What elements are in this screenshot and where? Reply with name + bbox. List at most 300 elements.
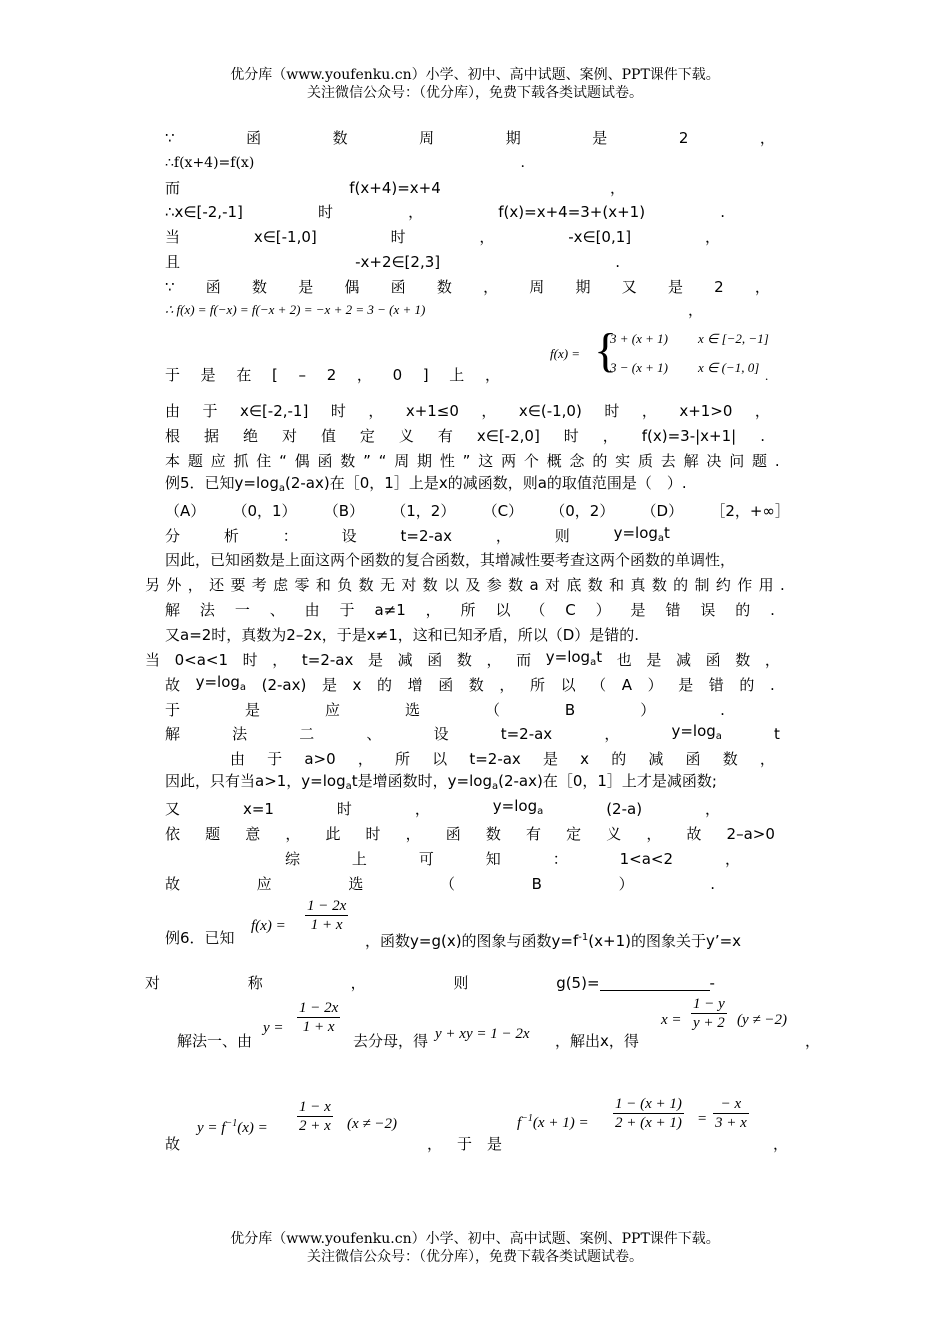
token: ）	[595, 601, 611, 619]
token: 2	[678, 129, 689, 147]
token: .	[769, 676, 775, 694]
line-26	[165, 798, 720, 820]
token: 偶	[344, 278, 360, 296]
line-24	[230, 748, 775, 770]
token: 于	[165, 366, 181, 384]
token: ，	[356, 366, 372, 384]
token: （C）	[482, 502, 524, 520]
token: 于	[202, 402, 218, 420]
token: 约	[715, 576, 731, 594]
token: t	[774, 725, 780, 743]
token: ，	[499, 676, 515, 694]
token: （	[591, 676, 607, 694]
header-line-1: 优分库（www.youfenku.cn）小学、初中、高中试题、案例、PPT课件下载。	[230, 67, 720, 83]
token: 另	[145, 576, 161, 594]
token: 所	[460, 601, 476, 619]
token: 且	[165, 253, 181, 271]
token: 选	[404, 701, 420, 719]
token: ，	[759, 750, 775, 768]
token: f(x)=x+4=3+(x+1)	[498, 203, 646, 221]
token: .	[520, 155, 525, 171]
token: ，	[272, 651, 288, 669]
line-2	[165, 152, 525, 174]
token: 解	[683, 452, 699, 470]
token: ）	[647, 676, 663, 694]
token: ∵	[165, 278, 175, 296]
token: 法	[232, 725, 248, 743]
token: 解	[165, 601, 181, 619]
token: 数	[485, 825, 501, 843]
token: .	[779, 576, 785, 594]
token: f(x)=3-|x+1|	[641, 427, 737, 445]
token: t=2-ax	[301, 651, 354, 669]
token: 是	[321, 676, 337, 694]
token: 设	[341, 527, 357, 545]
token: 选	[348, 875, 364, 893]
token: 这	[478, 452, 494, 470]
token: 数	[436, 278, 452, 296]
token: 问	[729, 452, 745, 470]
token: 所	[394, 750, 410, 768]
line-27	[165, 823, 775, 845]
token: 个	[523, 452, 539, 470]
token: 函	[705, 651, 721, 669]
token: y=logat	[545, 648, 603, 668]
line-5	[165, 226, 720, 248]
token: a>0	[304, 750, 336, 768]
piece-bottom: 3 − (x + 1)	[610, 360, 668, 375]
token: ，	[484, 366, 500, 384]
token: ，	[483, 278, 499, 296]
token: 真	[630, 576, 646, 594]
token: t=2-ax	[500, 725, 553, 743]
token: ，	[602, 427, 618, 445]
token: 函	[390, 278, 406, 296]
token: ，	[285, 825, 301, 843]
token: ：	[282, 527, 298, 545]
token: 应	[210, 452, 226, 470]
token: ，	[641, 402, 657, 420]
token: 是	[542, 750, 558, 768]
token: 制	[694, 576, 710, 594]
token: 数	[735, 651, 751, 669]
line-8	[165, 299, 695, 321]
token: 虑	[273, 576, 289, 594]
piece-end: .	[765, 368, 769, 383]
token: ，	[481, 402, 497, 420]
token: 于	[267, 750, 283, 768]
line-3	[165, 177, 625, 199]
token: a≠1	[374, 601, 406, 619]
token: 定	[359, 427, 375, 445]
token: 而	[516, 651, 532, 669]
token: B	[564, 701, 576, 719]
token: ，	[609, 179, 625, 197]
token: 据	[203, 427, 219, 445]
token: .	[720, 203, 725, 221]
token: -x∈[0,1]	[568, 228, 632, 246]
token: 期	[505, 129, 521, 147]
token: 上	[351, 850, 367, 868]
token: 外	[166, 576, 182, 594]
token: （A）	[165, 502, 206, 520]
token: y=loga	[195, 673, 247, 693]
line-6	[165, 251, 620, 273]
token: 数	[422, 576, 438, 594]
token: 也	[616, 651, 632, 669]
token: （D）	[641, 502, 684, 520]
token: x+1≤0	[405, 402, 459, 420]
token: 的	[611, 750, 627, 768]
token: 底	[566, 576, 582, 594]
token: 增	[407, 676, 423, 694]
token: 故	[165, 875, 181, 893]
token: 数	[468, 676, 484, 694]
token: 解	[165, 725, 181, 743]
token: 两	[501, 452, 517, 470]
token: 有	[437, 427, 453, 445]
token: 是	[592, 129, 608, 147]
token: 要	[230, 576, 246, 594]
token: C	[565, 601, 576, 619]
token: ，	[754, 278, 770, 296]
token: 绝	[242, 427, 258, 445]
token: 故	[165, 676, 181, 694]
token: 零	[294, 576, 310, 594]
token: 对	[545, 576, 561, 594]
token: 函	[246, 129, 262, 147]
token: –	[298, 366, 307, 384]
token: （	[439, 875, 455, 893]
token: 函	[445, 825, 461, 843]
fraction-f: $\frac{1 - 2x}{1 + x}$	[307, 898, 347, 933]
token: 应	[256, 875, 272, 893]
token: 由	[304, 601, 320, 619]
token: 作	[737, 576, 753, 594]
fraction-finv-shift: $\frac{1 - (x + 1)}{2 + (x + 1)}$	[615, 1096, 682, 1131]
header-line-2: 关注微信公众号：（优分库），免费下载各类试题试卷。	[307, 85, 643, 101]
token: 而	[165, 179, 181, 197]
line-13: 例5．已知y=loga(2-ax)在［0，1］上是x的减函数，则a的取值范围是（ ）.	[165, 474, 687, 494]
token: x∈[-2,-1]	[240, 402, 309, 420]
token: 是	[667, 278, 683, 296]
token: （	[530, 601, 546, 619]
line-12	[165, 450, 780, 472]
line-21	[165, 674, 775, 696]
token: ，	[646, 825, 662, 843]
token: 定	[566, 825, 582, 843]
token: 误	[700, 601, 716, 619]
line-23	[165, 723, 780, 745]
token: x∈[-1,0]	[253, 228, 317, 246]
line-17	[145, 574, 785, 596]
token: 和	[609, 576, 625, 594]
token: 周	[529, 278, 545, 296]
token: 2	[326, 366, 337, 384]
token: 可	[418, 850, 434, 868]
footer-line-2: 关注微信公众号：（优分库），免费下载各类试题试卷。	[307, 1249, 643, 1265]
token: ，	[704, 228, 720, 246]
line-31: 对 称 ， 则 g(5)= -	[145, 974, 715, 992]
token: 法	[199, 601, 215, 619]
token: 性	[439, 452, 455, 470]
token: 时	[318, 203, 334, 221]
token: ，	[604, 725, 620, 743]
token: 参	[486, 576, 502, 594]
token: 以	[432, 750, 448, 768]
token: 、	[269, 601, 285, 619]
token: t=2-ax	[400, 527, 452, 545]
line-30: 例6．已知 f(x) = $\frac{1 - 2x}{1 + x}$ ，函数y=g(x)的图象与函数$y=f^{-1}(x+1)$的图象关于y’=x	[165, 898, 742, 950]
token: 的	[739, 676, 755, 694]
token: 函	[205, 278, 221, 296]
token: 本	[165, 452, 181, 470]
token: 题	[187, 452, 203, 470]
token: y=loga	[671, 722, 722, 742]
token: 则	[554, 527, 570, 545]
token: 周	[394, 452, 410, 470]
token: 数	[651, 576, 667, 594]
piece-bottom-domain: x ∈ (−1, 0]	[698, 360, 760, 375]
token: 时	[242, 651, 258, 669]
page-header	[0, 66, 950, 102]
line-8-end: ，	[688, 303, 704, 319]
token: ，	[704, 800, 720, 818]
token: 时	[330, 402, 346, 420]
token: 决	[706, 452, 722, 470]
answer-blank[interactable]	[600, 976, 710, 991]
token: （0，2）	[550, 502, 615, 520]
token: t=2-ax	[469, 750, 521, 768]
token: 于	[339, 601, 355, 619]
token: 函	[317, 452, 333, 470]
token: 住	[256, 452, 272, 470]
token: 1<a<2	[619, 850, 674, 868]
token: 抓	[233, 452, 249, 470]
token: （1，2）	[391, 502, 456, 520]
token: 时	[336, 800, 352, 818]
token: 义	[398, 427, 414, 445]
token: 综	[285, 850, 301, 868]
piecewise-function	[550, 324, 780, 383]
token: 数	[508, 576, 524, 594]
token: ，	[759, 129, 775, 147]
token: f(x+4)=x+4	[349, 179, 441, 197]
token: 以	[444, 576, 460, 594]
token: “	[378, 452, 387, 470]
token: 错	[708, 676, 724, 694]
token: ，	[408, 203, 424, 221]
token: 是	[298, 278, 314, 296]
token: （0，1）	[232, 502, 297, 520]
token: 数	[722, 750, 738, 768]
token: ）	[618, 875, 634, 893]
line-20	[145, 649, 780, 671]
token: 对	[281, 427, 297, 445]
token: 周	[419, 129, 435, 147]
token: 期	[575, 278, 591, 296]
token: .	[770, 601, 775, 619]
token: 时	[365, 825, 381, 843]
token: 二	[299, 725, 315, 743]
token: 知	[485, 850, 501, 868]
token: 以	[560, 676, 576, 694]
token: 0<a<1	[174, 651, 229, 669]
token: 当	[165, 228, 181, 246]
token: ，	[425, 601, 441, 619]
token: 0	[392, 366, 403, 384]
token: 负	[337, 576, 353, 594]
token: 故	[686, 825, 702, 843]
token: x=1	[242, 800, 274, 818]
token: 一	[234, 601, 250, 619]
token: （B）	[323, 502, 365, 520]
token: 对	[401, 576, 417, 594]
token: 有	[525, 825, 541, 843]
fraction-x: $\frac{1 - y}{y + 2}$	[693, 996, 725, 1031]
line-7	[165, 276, 770, 298]
token: ，	[368, 402, 384, 420]
token: .	[720, 701, 725, 719]
token: 概	[546, 452, 562, 470]
token: ，	[414, 800, 430, 818]
token: 的	[592, 452, 608, 470]
token: x	[352, 676, 362, 694]
token: 2–a>0	[726, 825, 775, 843]
line-1	[165, 127, 775, 149]
token: 错	[665, 601, 681, 619]
token: .	[760, 427, 765, 445]
line-29	[165, 873, 715, 895]
token: 分	[165, 527, 181, 545]
token: 数	[340, 452, 356, 470]
line-19: 又a=2时，真数为2–2x，于是x≠1，这和已知矛盾，所以（D）是错的.	[165, 626, 640, 644]
token: 的	[673, 576, 689, 594]
token: 考	[251, 576, 267, 594]
token: ]	[422, 366, 429, 384]
token: a	[529, 576, 539, 594]
token: 意	[245, 825, 261, 843]
token: .	[774, 452, 780, 470]
token: 时	[390, 228, 406, 246]
line-18	[165, 599, 775, 621]
token: 时	[563, 427, 579, 445]
token: 数	[456, 651, 472, 669]
token: x∈(-1,0)	[518, 402, 582, 420]
fraction-result: $\frac{- x}{3 + x}$	[715, 1096, 747, 1131]
piecewise-lhs: f(x) =	[550, 346, 581, 361]
token: 值	[320, 427, 336, 445]
brace-icon: {	[594, 324, 618, 377]
token: 、	[366, 725, 382, 743]
token: ，	[187, 576, 203, 594]
token: 无	[379, 576, 395, 594]
token: .	[615, 253, 620, 271]
token: 数	[332, 129, 348, 147]
token: “	[279, 452, 287, 470]
line-11	[165, 425, 765, 447]
token: ”	[462, 452, 471, 470]
token: B	[531, 875, 542, 893]
token: 由	[230, 750, 246, 768]
token: 题	[205, 825, 221, 843]
line-16: 因此，已知函数是上面这两个函数的复合函数，其增减性要考查这两个函数的单调性，	[165, 551, 736, 569]
token: ，	[405, 825, 421, 843]
token: ，	[764, 651, 780, 669]
token: 时	[604, 402, 620, 420]
token: (2-a)	[606, 800, 643, 818]
token: ，	[724, 850, 740, 868]
token: 及	[465, 576, 481, 594]
token: ：	[552, 850, 568, 868]
token: 是	[368, 651, 384, 669]
token: 于	[165, 701, 181, 719]
line-32: 解法一、由 y = $\frac{1 - 2x}{1 + x}$ 去分母，得 y + xy = 1 − 2x ，解出x，得 x = $\frac{1 - y}{y + 2}$ (y ≠ −2) ，	[177, 996, 821, 1050]
line-28	[285, 848, 740, 870]
formula-fx-even: ∴ f(x) = f(−x) = f(−x + 2) = −x + 2 = 3 − (x + 1)	[165, 302, 426, 317]
token: 又	[621, 278, 637, 296]
token: 2	[714, 278, 724, 296]
line-14-options	[165, 500, 790, 522]
fraction-y: $\frac{1 - 2x}{1 + x}$	[299, 1000, 339, 1035]
line-9	[165, 364, 500, 386]
token: 用	[758, 576, 774, 594]
token: ，	[479, 228, 495, 246]
piece-top: 3 + (x + 1)	[610, 331, 668, 346]
token: 质	[637, 452, 653, 470]
token: ，	[486, 651, 502, 669]
token: 数	[251, 278, 267, 296]
token: 由	[165, 402, 181, 420]
token: ∴f(x+4)=f(x)	[165, 155, 255, 171]
token: 还	[209, 576, 225, 594]
fraction-finv: $\frac{1 - x}{2 + x}$	[299, 1099, 331, 1134]
token: 是	[200, 366, 216, 384]
token: 减	[397, 651, 413, 669]
token: x+1>0	[679, 402, 733, 420]
token: x∈[-2,0]	[476, 427, 540, 445]
token: ∴x∈[-2,-1]	[165, 203, 243, 221]
token: 是	[630, 601, 646, 619]
token: 减	[648, 750, 664, 768]
token: (2-ax)	[261, 676, 307, 694]
token: A	[621, 676, 633, 694]
token: ，	[754, 402, 770, 420]
token: ”	[363, 452, 371, 470]
page-footer	[0, 1230, 950, 1266]
token: 析	[223, 527, 239, 545]
token: 数	[358, 576, 374, 594]
line-15	[165, 525, 670, 547]
token: y=logat	[613, 524, 670, 544]
token: 根	[165, 427, 181, 445]
token: 是	[244, 701, 260, 719]
token: 数	[587, 576, 603, 594]
token: x	[580, 750, 590, 768]
token: 偶	[294, 452, 310, 470]
token: 的	[377, 676, 393, 694]
piece-top-domain: x ∈ [−2, −1]	[698, 331, 769, 346]
token: .	[710, 875, 715, 893]
token: ，	[495, 527, 511, 545]
token: 和	[315, 576, 331, 594]
token: 去	[660, 452, 676, 470]
token: y=loga	[492, 797, 544, 817]
token: 的	[735, 601, 751, 619]
line-25: 因此，只有当a>1，y=logat是增函数时，y=loga(2-ax)在［0，1］上才是减函数;	[165, 772, 717, 792]
token: 是	[678, 676, 694, 694]
token: 是	[646, 651, 662, 669]
